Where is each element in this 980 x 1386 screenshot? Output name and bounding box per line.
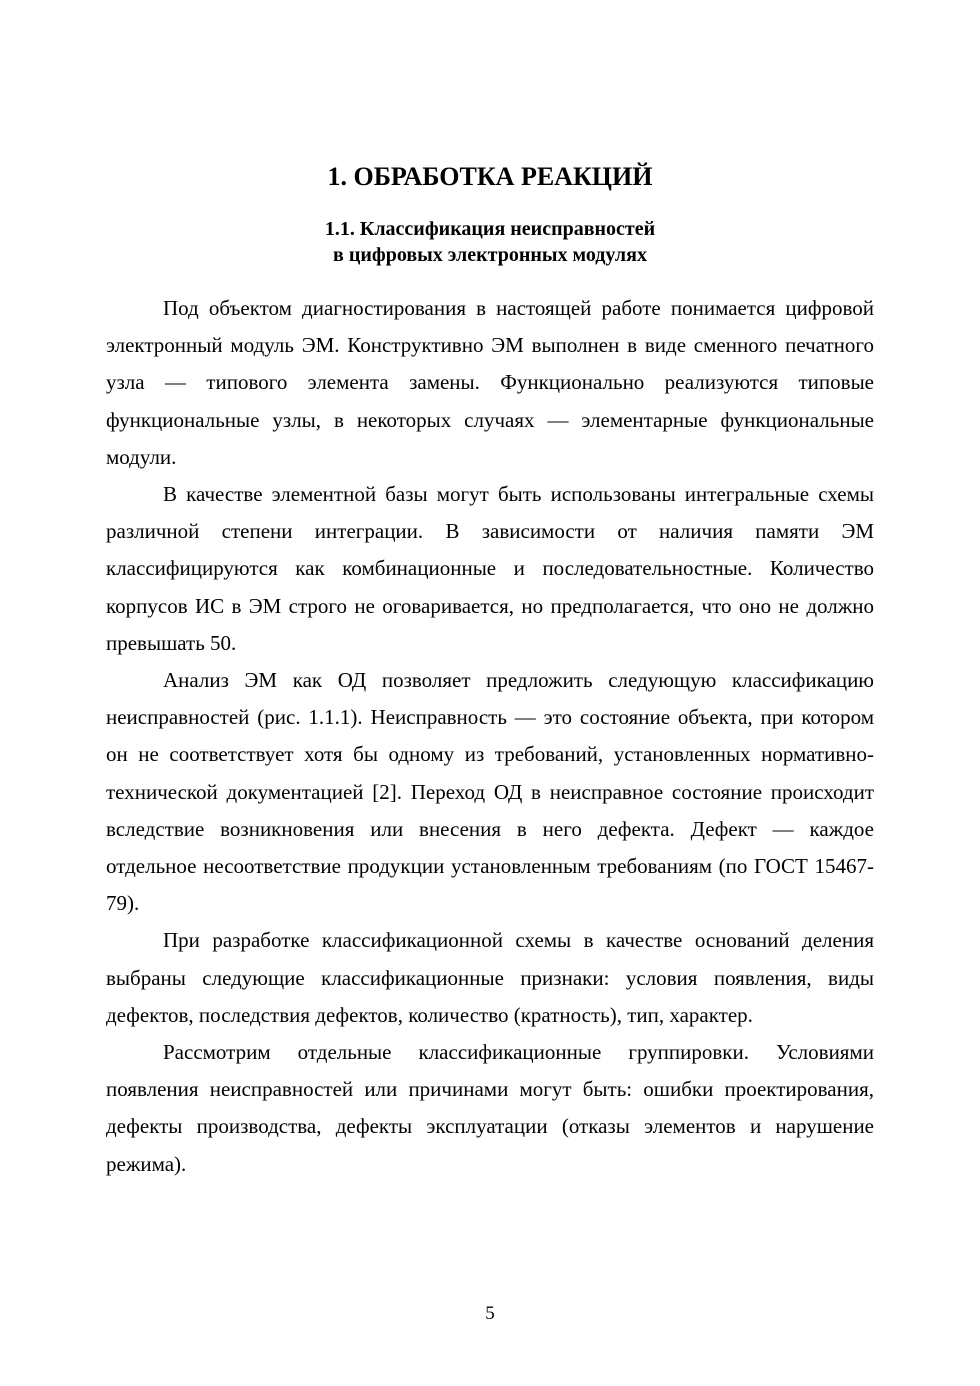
body-text — [106, 290, 874, 1183]
paragraph-5: Рассмотрим отдельные классификационные группировки. Условиями появления неисправностей или причинами могут быть: ошибки проектирования, дефекты производства, дефекты эксплуатации (отказы элементов и нарушение режима). — [106, 1040, 874, 1176]
page-number: 5 — [485, 1303, 495, 1324]
chapter-title: 1. ОБРАБОТКА РЕАКЦИЙ — [327, 162, 653, 191]
paragraph-4: При разработке классификационной схемы в качестве оснований деления выбраны следующие классификационные признаки: условия появления, виды дефектов, последствия дефектов, количество (кратность), тип, характер. — [106, 928, 874, 1027]
section-title-line-2: в цифровых электронных модулях — [333, 244, 647, 266]
paragraph-1: Под объектом диагностирования в настоящей работе понимается цифровой электронный модуль ЭМ. Конструктивно ЭМ выполнен в виде сменного печатного узла — типового элемента замены. Функционально реализуются типовые функциональные узлы, в некоторых случаях — элементарные функциональные модули. — [106, 296, 874, 469]
section-title-line-1: 1.1. Классификация неисправностей — [324, 218, 656, 240]
paragraph-3: Анализ ЭМ как ОД позволяет предложить следующую классификацию неисправностей (рис. 1.1.1). Неисправность — это состояние объекта, при котором он не соответствует хотя бы одному из требований, установленных нормативно-технической документацией [2]. Переход ОД в неисправное состояние происходит вследствие возникновения или внесения в него дефекта. Дефект — каждое отдельное несоответствие продукции установленным требованиям (по ГОСТ 15467-79). — [106, 668, 874, 916]
paragraph-2: В качестве элементной базы могут быть использованы интегральные схемы различной степени интеграции. В зависимости от наличия памяти ЭМ классифицируются как комбинационные и последовательностные. Количество корпусов ИС в ЭМ строго не оговаривается, но предполагается, что оно не должно превышать 50. — [106, 482, 874, 655]
section-title — [0, 216, 980, 268]
